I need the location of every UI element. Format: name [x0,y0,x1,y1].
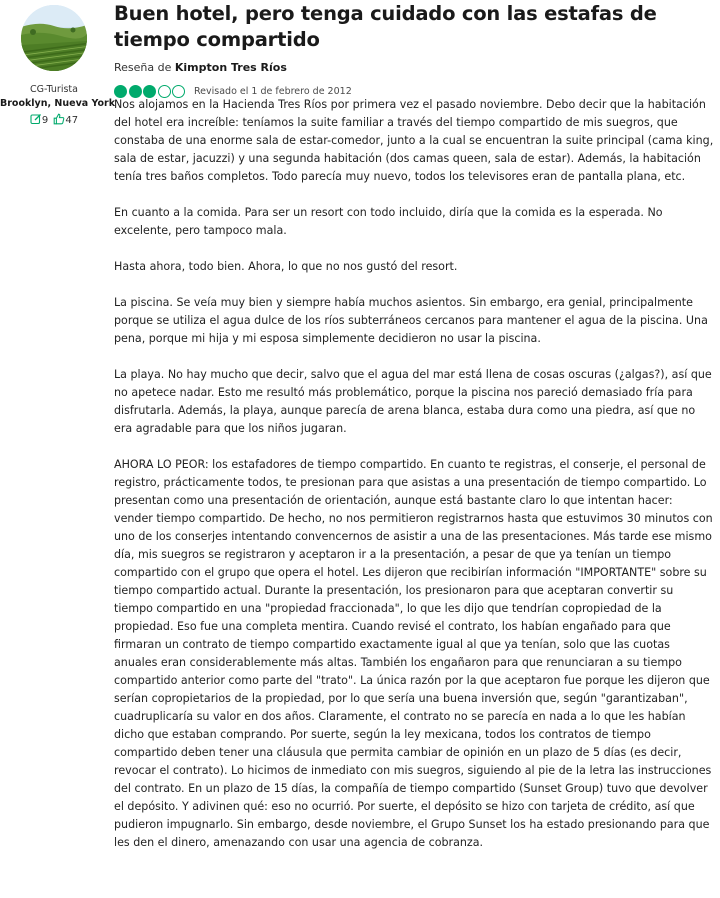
review-paragraph: Hasta ahora, todo bien. Ahora, lo que no nos gustó del resort. [114,260,458,273]
review-paragraph: AHORA LO PEOR: los estafadores de tiempo compartido. En cuanto te registras, el conserje, el personal de registro, prácticamente todos, te presionan para que asistas a una presentación de tiempo compartido. Lo presentan como una presentación de orientación, aunque está bastante claro lo que intentan hacer: vender tiempo compartido. De hecho, no nos permitieron registrarnos hasta que estuvimos 30 minutos con uno de los conserjes intentando convencernos de asistir a una de las presentaciones. Más tarde ese mismo día, mis suegros se registraron y aceptaron ir a la presentación, a pesar de que ya tenían un tiempo compartido con el grupo que opera el hotel. Les dijeron que recibirían información "IMPORTANTE" sobre su tiempo compartido actual. Durante la presentación, los presionaron para que aceptaran convertir su tiempo compartido en una "propiedad fraccionada", lo que les dijo que tendrían copropiedad de la propiedad. Eso fue una completa mentira. Cuando revisé el contrato, los habían engañado para que firmaran un contrato de tiempo compartido exactamente igual al que ya tenían, solo que las cuotas anuales eran considerablemente más altas. También los engañaron para que renunciaran a su tiempo compartido anterior como parte del "trato". La única razón por la que aceptaron fue porque les dijeron que serían copropietarios de la propiedad, por lo que sería una buena inversión que, según "garantizaban", cuadruplicaría su valor en dos años. Claramente, el contrato no se parecía en nada a lo que les habían dicho que estaban comprando. Por suerte, según la ley mexicana, todos los contratos de tiempo compartido deben tener una cláusula que permita cambiar de opinión en un plazo de 5 días (es decir, revocar el contrato). Lo hicimos de inmediato con mis suegros, siguiendo al pie de la letra las instrucciones del contrato. En un plazo de 15 días, la compañía de tiempo compartido (Sunset Group) tuvo que devolver el depósito. Y adivinen qué: eso no ocurrió. Por suerte, el depósito se hizo con tarjeta de crédito, así que pudieron impugnarlo. Sin embargo, desde noviembre, el Grupo Sunset los ha estado presionando para que les den el dinero, amenazando con usar una agencia de cobranza. [114,458,713,849]
review-title[interactable]: Buen hotel, pero tenga cuidado con las estafas de tiempo compartido [114,2,657,51]
avatar-image [21,5,87,71]
review-paragraph: Nos alojamos en la Hacienda Tres Ríos por primera vez el pasado noviembre. Debo decir que la habitación del hotel era increíble: teníamos la suite familiar a través del tiempo compartido de mis suegros, que constaba de una enorme sala de estar-comedor, junto a la cual se encuentran la suite principal (cama king, sala de estar, jacuzzi) y una segunda habitación (dos camas queen, sala de estar). Además, la habitación tenía tres baños completos. Todo parecía muy nuevo, todos los televisores eran de pantalla plana, etc. [114,98,714,183]
helpful-votes-count: 47 [65,115,79,126]
review-paragraph: La playa. No hay mucho que decir, salvo que el agua del mar está llena de cosas oscuras (¿algas?), así que no apetece nadar. Esto me resultó más problemático, porque la piscina nos pareció demasiado fría para disfrutarla. Además, la playa, aunque parecía de arena blanca, estaba dura como una piedra, así que no era agradable para que los niños jugaran. [114,368,712,435]
edit-icon [30,113,42,128]
review-paragraph: En cuanto a la comida. Para ser un resort con todo incluido, diría que la comida es la esperada. No excelente, pero tampoco mala. [114,206,663,237]
review-of-prefix: Reseña de [114,61,172,74]
avatar[interactable] [21,5,87,71]
thumbs-up-icon [53,113,65,128]
hotel-name-link[interactable]: Kimpton Tres Ríos [174,61,287,74]
review-body [114,96,714,870]
review-paragraph: La piscina. Se veía muy bien y siempre había muchos asientos. Sin embargo, era genial, principalmente porque se utiliza el agua dulce de los ríos subterráneos cercanos para mantener el agua de la piscina. Una pena, porque mi hija y mi esposa simplemente decidieron no usar la piscina. [114,296,708,345]
author-stats [0,113,108,128]
review-date: Revisado el 1 de febrero de 2012 [194,85,352,97]
author-location: Brooklyn, Nueva York [0,98,116,109]
contributions-count: 9 [41,115,49,126]
review-of [114,61,287,74]
author-username[interactable]: CG-Turista [30,84,78,95]
